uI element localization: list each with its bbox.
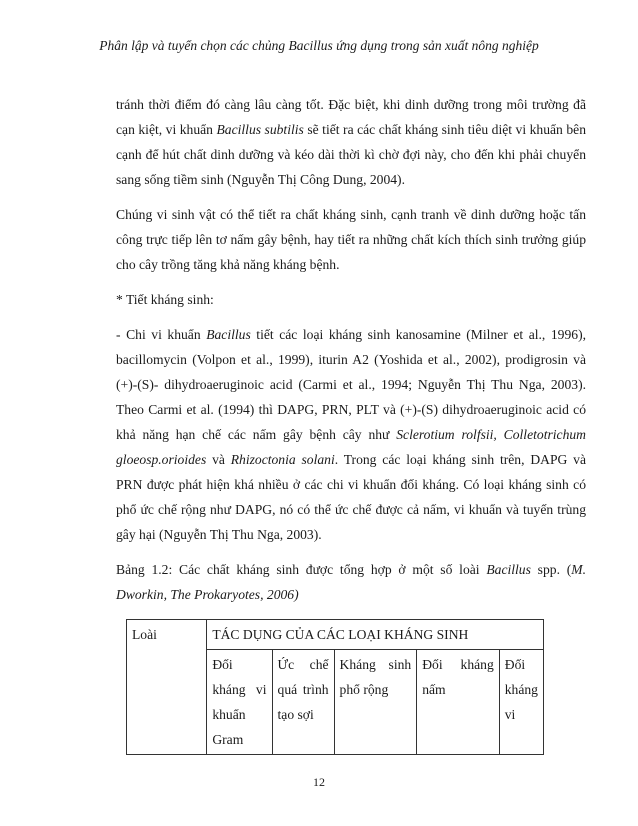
p1-text-b: sẽ tiết ra các chất kháng sinh tiêu diệt vi khuẩn bên cạnh để hút chất dinh dưỡng và kéo dài thời kì chờ đợi này, cho đến khi phải chuyển sang sống tiềm sinh (Nguyễn Thị Công Dung, 2004). — [116, 122, 586, 187]
p4-text-c: và — [206, 452, 231, 467]
body-text — [116, 92, 586, 617]
p1-text-a: tránh thời điểm đó càng lâu càng tốt. Đặc biệt, khi dinh dưỡng trong môi trường đã cạn kiệt, vi khuẩn — [116, 97, 586, 137]
p4-text-b: tiết các loại kháng sinh kanosamine (Milner et al., 1996), bacillomycin (Volpon et al., 1999), iturin A2 (Yoshida et al., 2002), prodigrosin và (+)-(S)- dihydroaeruginoic acid (Carmi et al., 1994; Nguyễn Thị Thu Nga, 2003). Theo Carmi et al. (1994) thì DAPG, PRN, PLT và (+)-(S) dihydroaeruginoic acid có khả năng hạn chế các nấm gây bệnh cây như — [116, 327, 586, 442]
subheader-antibacterial-gram: Đối kháng vi khuẩn Gram — [207, 650, 272, 755]
subheader-antifungal: Đối kháng nấm — [417, 650, 500, 755]
p1-species: Bacillus subtilis — [216, 122, 304, 137]
p4-genus: Bacillus — [206, 327, 251, 342]
running-header: Phân lập và tuyển chọn các chủng Bacillus ứng dụng trong sản xuất nông nghiệp — [99, 38, 539, 53]
subheader-broad-spectrum: Kháng sinh phổ rộng — [334, 650, 417, 755]
header-species: Loài — [127, 620, 207, 755]
caption-text-a: Bảng 1.2: Các chất kháng sinh được tổng hợp ở một số loài — [116, 562, 487, 577]
subheader-antagonistic-micro: Đối kháng vi — [499, 650, 543, 755]
section-heading-antibiotics: * Tiết kháng sinh: — [116, 292, 214, 307]
caption-genus: Bacillus — [486, 562, 531, 577]
page-number: 12 — [313, 775, 325, 789]
header-effects-group: TÁC DỤNG CỦA CÁC LOẠI KHÁNG SINH — [207, 620, 544, 650]
caption-source: M. Dworkin, The Prokaryotes, 2006) — [116, 562, 586, 602]
antibiotics-table — [126, 619, 544, 755]
paragraph-1 — [116, 92, 586, 192]
paragraph-2: Chúng vi sinh vật có thể tiết ra chất kháng sinh, cạnh tranh về dinh dưỡng hoặc tấn công trực tiếp lên tơ nấm gây bệnh, hay tiết ra những chất kích thích sinh trưởng giúp cho cây trồng tăng khả năng kháng bệnh. — [116, 207, 586, 272]
table-header-row — [127, 620, 544, 650]
p4-text-a: - Chi vi khuẩn — [116, 327, 207, 342]
p4-species-rhizoctonia: Rhizoctonia solani — [230, 452, 335, 467]
table-caption — [116, 557, 586, 607]
caption-text-b: spp. ( — [530, 562, 572, 577]
p4-species-list: Sclerotium rolfsii, Colletotrichum gloeosp.orioides — [116, 427, 586, 467]
paragraph-4 — [116, 322, 586, 547]
p4-text-d: . Trong các loại kháng sinh trên, DAPG và PRN được phát hiện khá nhiều ở các chi vi khuẩn đối kháng. Có loại kháng sinh có phổ ức chế rộng như DAPG, nó có thể ức chế được cả nấm, vi khuẩn và tuyến trùng gây hại (Nguyễn Thị Thu Nga, 2003). — [116, 452, 586, 542]
subheader-inhibit-filament: Ức chế quá trình tạo sợi — [272, 650, 334, 755]
